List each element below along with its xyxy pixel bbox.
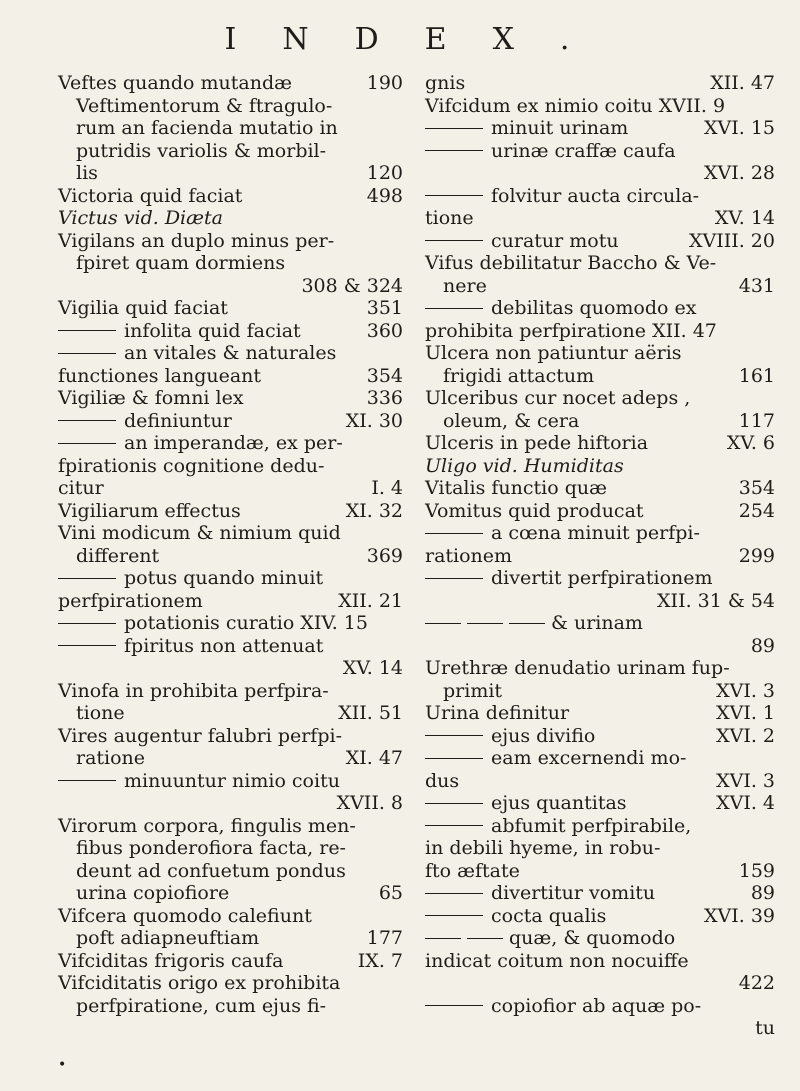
entry-text: Urethræ denudatio urinam fup- — [425, 657, 730, 679]
index-line — [58, 477, 403, 500]
page-reference: IX. 7 — [357, 949, 403, 972]
index-line — [58, 432, 403, 455]
page-reference: 117 — [738, 409, 775, 432]
ditto-dash — [425, 735, 483, 736]
index-entry — [425, 95, 775, 118]
index-line — [58, 410, 403, 433]
index-entry — [425, 567, 775, 612]
entry-text: fibus ponderofiora facta, re- — [76, 837, 346, 859]
index-line — [58, 252, 403, 275]
entry-text: Victoria quid faciat — [58, 184, 243, 207]
index-line — [425, 702, 775, 725]
index-entry — [425, 72, 775, 95]
ditto-dash — [425, 825, 483, 826]
page-reference: 89 — [750, 634, 775, 657]
ditto-dash — [425, 533, 483, 534]
index-entry — [58, 230, 403, 298]
page-reference: 254 — [738, 499, 775, 522]
entry-text: minuit urinam — [491, 117, 629, 139]
page-reference: 354 — [738, 477, 775, 499]
index-line — [58, 162, 403, 185]
index-line — [58, 297, 403, 320]
index-entry — [425, 140, 775, 185]
index-entry — [58, 410, 403, 433]
index-line — [58, 657, 403, 680]
entry-text: cocta qualis — [491, 904, 607, 927]
page-reference: 431 — [738, 274, 775, 297]
index-entry — [58, 567, 403, 612]
entry-text: fpiritus non attenuat — [124, 634, 324, 657]
index-entry — [58, 342, 403, 387]
index-line — [425, 275, 775, 298]
page-reference: XII. 51 — [338, 702, 403, 724]
ditto-dash — [425, 1005, 483, 1006]
ditto-dash — [509, 623, 545, 624]
index-line — [425, 185, 775, 208]
entry-text: potus quando minuit — [124, 567, 324, 589]
ditto-dash — [58, 353, 116, 354]
index-entry — [425, 297, 775, 342]
page-reference: I. 4 — [371, 477, 403, 499]
index-line — [425, 995, 775, 1018]
index-entry — [425, 387, 775, 432]
ditto-dash — [467, 938, 503, 939]
page-reference: 161 — [738, 364, 775, 387]
page-reference: 89 — [750, 882, 775, 904]
index-line — [425, 860, 775, 883]
index-line — [58, 72, 403, 95]
page-reference: 177 — [366, 927, 403, 949]
ditto-dash — [425, 240, 483, 241]
index-line — [425, 635, 775, 658]
index-line — [425, 297, 775, 320]
index-line — [58, 837, 403, 860]
page-reference: XVI. 39 — [703, 904, 775, 927]
entry-text: eam excernendi mo- — [491, 747, 687, 769]
entry-text: Vires augentur falubri perfpi- — [58, 724, 342, 747]
index-line — [58, 747, 403, 770]
entry-text: dus — [425, 769, 460, 792]
entry-text: rationem — [425, 544, 513, 567]
entry-text: an imperandæ, ex per- — [124, 432, 343, 454]
ditto-dash — [425, 915, 483, 916]
index-line — [58, 320, 403, 343]
entry-text: urina copiofiore — [76, 882, 230, 904]
index-line — [58, 140, 403, 163]
entry-text: Ulcera non patiuntur aëris — [425, 342, 682, 364]
ditto-dash — [58, 623, 116, 624]
ditto-dash — [425, 623, 461, 624]
index-entry — [425, 500, 775, 523]
index-entry — [425, 815, 775, 883]
page-reference: XVIII. 20 — [688, 229, 775, 252]
right-column — [425, 72, 775, 1040]
index-line — [58, 635, 403, 658]
index-entry — [58, 725, 403, 770]
index-entry — [425, 747, 775, 792]
entry-text: ejus quantitas — [491, 792, 627, 814]
entry-text: quæ, & quomodo — [509, 927, 676, 949]
index-line — [425, 500, 775, 523]
index-line — [58, 230, 403, 253]
index-entry — [58, 680, 403, 725]
index-entry — [58, 207, 403, 230]
index-line — [425, 545, 775, 568]
page-reference: XVII. 8 — [336, 792, 403, 814]
index-entry — [58, 950, 403, 973]
page-reference: XI. 32 — [345, 499, 403, 522]
entry-text: Vifcidum ex nimio coitu XVII. 9 — [425, 94, 726, 117]
entry-text: Vini modicum & nimium quid — [58, 522, 341, 544]
entry-text: Victus vid. Diæta — [58, 207, 223, 229]
entry-text: Vinofa in prohibita perfpira- — [58, 679, 329, 702]
ditto-dash — [425, 150, 483, 151]
entry-text: Uligo vid. Humiditas — [425, 454, 624, 477]
index-line — [425, 230, 775, 253]
index-entry — [58, 522, 403, 567]
entry-text: debilitas quomodo ex — [491, 297, 697, 319]
page-reference: XVI. 3 — [716, 769, 775, 792]
page-reference: XVI. 2 — [716, 724, 775, 747]
page-reference: 354 — [366, 364, 403, 387]
entry-text: Urina definitur — [425, 702, 570, 724]
ditto-dash — [425, 578, 483, 579]
index-line — [425, 837, 775, 860]
page-reference: 498 — [366, 184, 403, 207]
ditto-dash — [58, 330, 116, 331]
entry-text: indicat coitum non nocuiffe — [425, 949, 689, 972]
index-line — [58, 545, 403, 568]
entry-text: lis — [76, 162, 98, 184]
index-line — [58, 702, 403, 725]
page-reference: 308 & 324 — [301, 274, 403, 297]
index-line — [425, 432, 775, 455]
index-line — [58, 387, 403, 410]
page-reference: tu — [755, 1017, 775, 1039]
entry-text: urinæ craffæ caufa — [491, 139, 676, 162]
index-line — [425, 320, 775, 343]
entry-text: rum an facienda mutatio in — [76, 117, 338, 139]
entry-text: tione — [425, 207, 474, 229]
index-entry — [425, 230, 775, 253]
entry-text: perfpiratione, cum ejus fi- — [76, 994, 327, 1017]
index-line — [425, 972, 775, 995]
index-line — [58, 95, 403, 118]
index-line — [58, 455, 403, 478]
entry-text: Veftimentorum & ftragulo- — [76, 94, 333, 117]
entry-text: poft adiapneuftiam — [76, 927, 260, 949]
index-line — [58, 185, 403, 208]
index-line — [425, 207, 775, 230]
index-line — [425, 680, 775, 703]
entry-text: tione — [76, 702, 125, 724]
entry-text: Vomitus quid producat — [425, 499, 644, 522]
index-line — [58, 117, 403, 140]
entry-text: Vifcera quomodo calefiunt — [58, 904, 312, 927]
entry-text: prohibita perfpiratione XII. 47 — [425, 319, 717, 342]
index-line — [425, 1017, 775, 1040]
index-line — [58, 567, 403, 590]
ditto-dash — [425, 803, 483, 804]
index-line — [425, 657, 775, 680]
index-entry — [425, 522, 775, 567]
page-header: INDEX. — [224, 22, 616, 57]
index-line — [425, 455, 775, 478]
index-entry — [425, 342, 775, 387]
page-reference: 299 — [738, 544, 775, 567]
entry-text: folvitur aucta circula- — [491, 184, 700, 207]
ditto-dash — [425, 893, 483, 894]
entry-text: perfpirationem — [58, 589, 203, 612]
index-line — [425, 140, 775, 163]
page-reference: 351 — [366, 297, 403, 319]
page-reference: 336 — [366, 387, 403, 409]
ditto-dash — [58, 578, 116, 579]
index-entry — [425, 792, 775, 815]
index-line — [58, 725, 403, 748]
index-line — [58, 522, 403, 545]
page-reference: XII. 47 — [710, 72, 775, 94]
index-line — [58, 207, 403, 230]
left-column — [58, 72, 403, 1017]
entry-text: Vigilia quid faciat — [58, 297, 228, 319]
page-reference: XV. 6 — [726, 432, 775, 454]
entry-text: fpiret quam dormiens — [76, 252, 286, 274]
index-entry — [425, 725, 775, 748]
index-line — [58, 995, 403, 1018]
index-line — [425, 770, 775, 793]
entry-text: deunt ad confuetum pondus — [76, 859, 346, 882]
entry-text: Virorum corpora, fingulis men- — [58, 814, 356, 837]
index-entry — [58, 770, 403, 815]
index-entry — [58, 387, 403, 410]
index-entry — [425, 882, 775, 905]
page-reference: 360 — [366, 319, 403, 342]
page-reference: XI. 47 — [345, 747, 403, 769]
entry-text: Vigiliarum effectus — [58, 499, 241, 522]
index-entry — [58, 297, 403, 320]
page-reference: 65 — [378, 882, 403, 904]
index-line — [425, 117, 775, 140]
entry-text: minuuntur nimio coitu — [124, 769, 340, 792]
index-entry — [425, 252, 775, 297]
index-entry — [425, 432, 775, 455]
page-reference: XVI. 1 — [716, 702, 775, 724]
ditto-dash — [425, 195, 483, 196]
ditto-dash — [425, 758, 483, 759]
entry-text: Veftes quando mutandæ — [58, 72, 293, 94]
entry-text: ejus divifio — [491, 724, 596, 747]
index-line — [58, 500, 403, 523]
index-line — [425, 522, 775, 545]
entry-text: primit — [443, 679, 503, 702]
index-line — [58, 612, 403, 635]
entry-text: potationis curatio XIV. 15 — [124, 612, 368, 634]
entry-text: fto æftate — [425, 859, 520, 882]
index-entry — [425, 927, 775, 995]
index-line — [425, 815, 775, 838]
page-reference: XVI. 28 — [703, 162, 775, 184]
entry-text: gnis — [425, 72, 466, 94]
entry-text: definiuntur — [124, 409, 232, 432]
page-reference: 159 — [738, 859, 775, 882]
index-line — [58, 275, 403, 298]
index-entry — [425, 612, 775, 657]
entry-text: curatur motu — [491, 229, 619, 252]
entry-text: Vitalis functio quæ — [425, 477, 607, 499]
page-reference: XII. 21 — [338, 589, 403, 612]
entry-text: functiones langueant — [58, 364, 262, 387]
entry-text: Vigilans an duplo minus per- — [58, 229, 335, 252]
index-line — [425, 72, 775, 95]
page-reference: XVI. 15 — [703, 117, 775, 139]
index-line — [425, 410, 775, 433]
entry-text: ratione — [76, 747, 146, 769]
index-entry — [58, 320, 403, 343]
entry-text: a cœna minuit perfpi- — [491, 522, 700, 544]
entry-text: Vigiliæ & fomni lex — [58, 387, 244, 409]
index-entry — [425, 995, 775, 1040]
page-reference: 422 — [738, 972, 775, 994]
entry-text: divertitur vomitu — [491, 882, 656, 904]
index-line — [425, 882, 775, 905]
index-line — [425, 567, 775, 590]
entry-text: Ulceris in pede hiftoria — [425, 432, 649, 454]
index-line — [425, 162, 775, 185]
ditto-dash — [58, 420, 116, 421]
ditto-dash — [425, 308, 483, 309]
index-line — [425, 905, 775, 928]
index-line — [425, 612, 775, 635]
entry-text: putridis variolis & morbil- — [76, 139, 327, 162]
index-entry — [58, 612, 403, 635]
ditto-dash — [425, 128, 483, 129]
index-entry — [58, 815, 403, 905]
index-entry — [425, 185, 775, 230]
page-reference: 120 — [366, 162, 403, 184]
index-line — [58, 815, 403, 838]
entry-text: different — [76, 544, 160, 567]
entry-text: Vifciditatis origo ex prohibita — [58, 972, 341, 994]
page-reference: XVI. 4 — [716, 792, 775, 814]
entry-text: nere — [443, 274, 487, 297]
index-entry — [425, 477, 775, 500]
page-reference: XV. 14 — [714, 207, 775, 229]
index-line — [58, 882, 403, 905]
ditto-dash — [58, 645, 116, 646]
page-reference: 369 — [366, 544, 403, 567]
index-entry — [58, 905, 403, 950]
index-entry — [425, 657, 775, 702]
index-entry — [425, 702, 775, 725]
index-line — [58, 770, 403, 793]
page-reference: 190 — [366, 72, 403, 94]
index-entry — [58, 432, 403, 500]
index-entry — [425, 455, 775, 478]
page-reference: XV. 14 — [342, 657, 403, 679]
index-line — [425, 927, 775, 950]
entry-text: divertit perfpirationem — [491, 567, 713, 589]
index-line — [58, 590, 403, 613]
entry-text: Vifciditas frigoris caufa — [58, 949, 284, 972]
page-corner-mark: • — [58, 1057, 67, 1073]
entry-text: copiofior ab aquæ po- — [491, 994, 702, 1017]
index-line — [58, 342, 403, 365]
index-entry — [58, 972, 403, 1017]
entry-text: an vitales & naturales — [124, 342, 337, 364]
index-line — [425, 747, 775, 770]
index-entry — [58, 185, 403, 208]
page-reference: XVI. 3 — [716, 679, 775, 702]
index-line — [425, 342, 775, 365]
index-line — [425, 387, 775, 410]
page-reference: XI. 30 — [345, 409, 403, 432]
index-entry — [58, 72, 403, 185]
ditto-dash — [425, 938, 461, 939]
entry-text: fpirationis cognitione dedu- — [58, 454, 325, 477]
index-line — [425, 725, 775, 748]
entry-text: frigidi attactum — [443, 364, 595, 387]
index-line — [58, 927, 403, 950]
entry-text: citur — [58, 477, 104, 499]
page-reference: XII. 31 & 54 — [657, 589, 775, 612]
index-entry — [425, 905, 775, 928]
index-line — [425, 252, 775, 275]
index-line — [425, 95, 775, 118]
index-line — [425, 792, 775, 815]
index-line — [58, 860, 403, 883]
index-entry — [58, 635, 403, 680]
ditto-dash — [58, 443, 116, 444]
entry-text: oleum, & cera — [443, 409, 580, 432]
index-line — [58, 680, 403, 703]
index-entry — [58, 500, 403, 523]
ditto-dash — [58, 780, 116, 781]
index-line — [58, 950, 403, 973]
entry-text: in debili hyeme, in robu- — [425, 837, 661, 859]
ditto-dash — [467, 623, 503, 624]
entry-text: infolita quid faciat — [124, 319, 301, 342]
index-line — [58, 972, 403, 995]
entry-text: abfumit perfpirabile, — [491, 814, 692, 837]
index-line — [425, 365, 775, 388]
index-line — [58, 365, 403, 388]
index-line — [58, 905, 403, 928]
index-entry — [425, 117, 775, 140]
entry-text: Ulceribus cur nocet adeps , — [425, 387, 691, 409]
entry-text: Vifus debilitatur Baccho & Ve- — [425, 252, 717, 274]
index-line — [425, 590, 775, 613]
index-line — [425, 950, 775, 973]
index-line — [58, 792, 403, 815]
index-line — [425, 477, 775, 500]
entry-text: & urinam — [551, 612, 643, 634]
